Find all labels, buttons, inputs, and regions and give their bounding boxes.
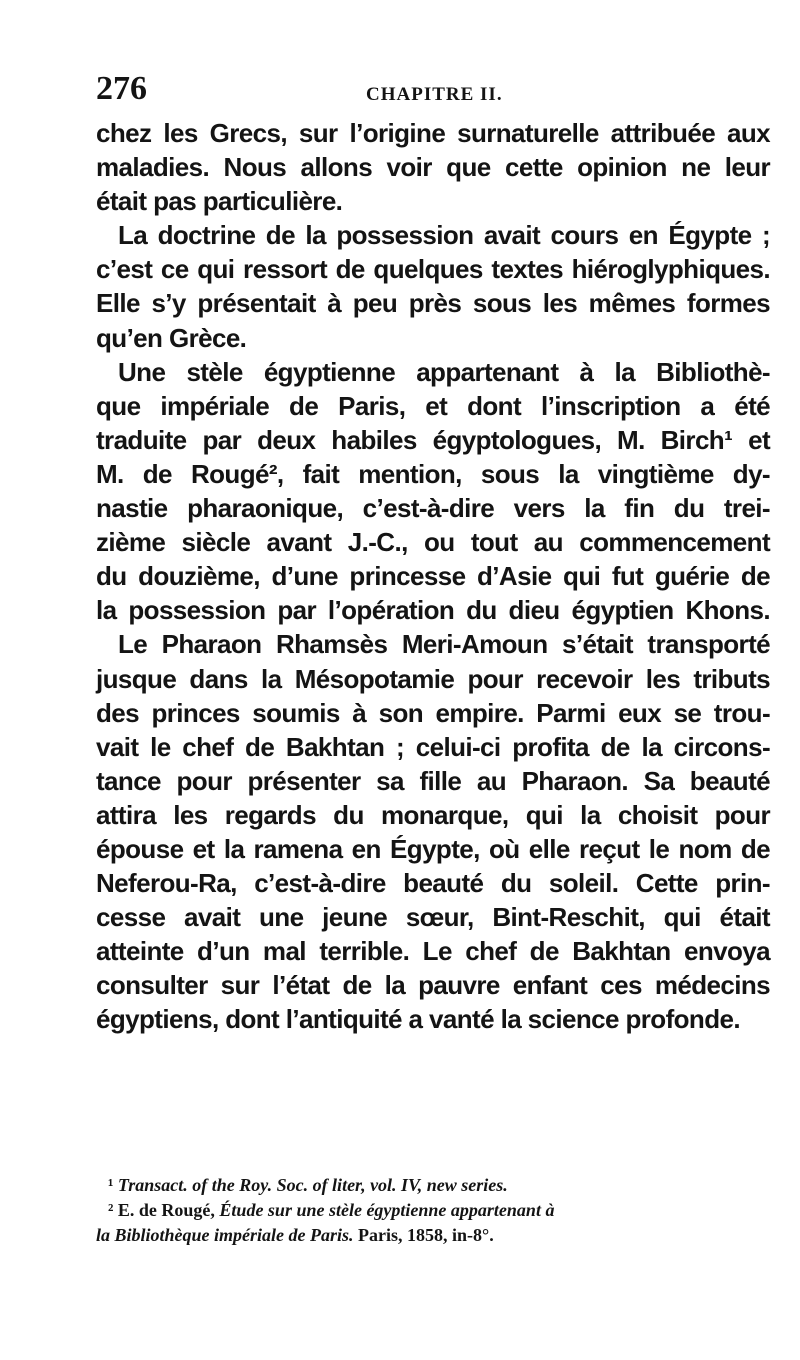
text-line: Neferou-Ra, c’est-à-dire beauté du soleil. Cette prin- <box>96 868 770 899</box>
footnote-2-marker: ² <box>108 1200 114 1220</box>
page-number: 276 <box>96 70 147 107</box>
text-line: maladies. Nous allons voir que cette opinion ne leur <box>96 152 770 183</box>
text-line: égyptiens, dont l’antiquité a vanté la science profonde. <box>96 1004 740 1035</box>
text-line: c’est ce qui ressort de quelques textes hiéroglyphiques. <box>96 254 770 285</box>
text-line: des princes soumis à son empire. Parmi eux se trou- <box>96 697 770 728</box>
text-line: traduite par deux habiles égyptologues, M. Birch¹ et <box>96 424 770 455</box>
body-text <box>96 116 770 1037</box>
running-head <box>96 70 776 110</box>
text-line: qu’en Grèce. <box>96 322 247 353</box>
footnotes <box>96 1173 770 1248</box>
text-line: chez les Grecs, sur l’origine surnaturelle attribuée aux <box>96 118 770 148</box>
footnote-1-text: Transact. of the Roy. Soc. of liter, vol. IV, new series. <box>117 1175 508 1195</box>
text-line: attira les regards du monarque, qui la choisit pour <box>96 799 770 830</box>
text-line: atteinte d’un mal terrible. Le chef de Bakhtan envoya <box>96 936 770 967</box>
footnote-1 <box>96 1173 770 1198</box>
text-line: zième siècle avant J.-C., ou tout au commencement <box>96 527 770 558</box>
text-line: La doctrine de la possession avait cours en Égypte ; <box>118 220 770 251</box>
footnote-2-title-b: la Bibliothèque impériale de Paris. <box>96 1225 354 1245</box>
text-line: jusque dans la Mésopotamie pour recevoir les tributs <box>96 663 770 694</box>
footnote-2-tail: Paris, 1858, in-8°. <box>353 1225 494 1245</box>
text-line: Elle s’y présentait à peu près sous les mêmes formes <box>96 288 770 319</box>
text-line: la possession par l’opération du dieu égyptien Khons. <box>96 595 770 626</box>
text-line: tance pour présenter sa fille au Pharaon. Sa beauté <box>96 765 770 796</box>
text-line: était pas particulière. <box>96 186 343 217</box>
footnote-2 <box>96 1198 770 1223</box>
text-line: Le Pharaon Rhamsès Meri-Amoun s’était transporté <box>118 629 770 660</box>
footnote-2-continued <box>96 1223 770 1248</box>
chapter-title: CHAPITRE II. <box>366 84 503 105</box>
footnote-1-marker: ¹ <box>108 1175 114 1195</box>
text-line: épouse et la ramena en Égypte, où elle reçut le nom de <box>96 833 770 864</box>
text-line: vait le chef de Bakhtan ; celui-ci profita de la circons- <box>96 731 770 762</box>
text-line: nastie pharaonique, c’est-à-dire vers la fin du trei- <box>96 493 770 524</box>
text-line: M. de Rougé², fait mention, sous la vingtième dy- <box>96 458 770 489</box>
footnote-2-author: E. de Rougé, <box>117 1200 220 1220</box>
text-line: consulter sur l’état de la pauvre enfant ces médecins <box>96 970 770 1001</box>
footnote-2-title-a: Étude sur une stèle égyptienne appartenant à <box>219 1200 555 1220</box>
text-line: Une stèle égyptienne appartenant à la Bibliothè- <box>118 356 770 387</box>
text-line: que impériale de Paris, et dont l’inscription a été <box>96 390 770 421</box>
text-line: du douzième, d’une princesse d’Asie qui fut guérie de <box>96 561 770 592</box>
text-line: cesse avait une jeune sœur, Bint-Reschit, qui était <box>96 902 770 933</box>
